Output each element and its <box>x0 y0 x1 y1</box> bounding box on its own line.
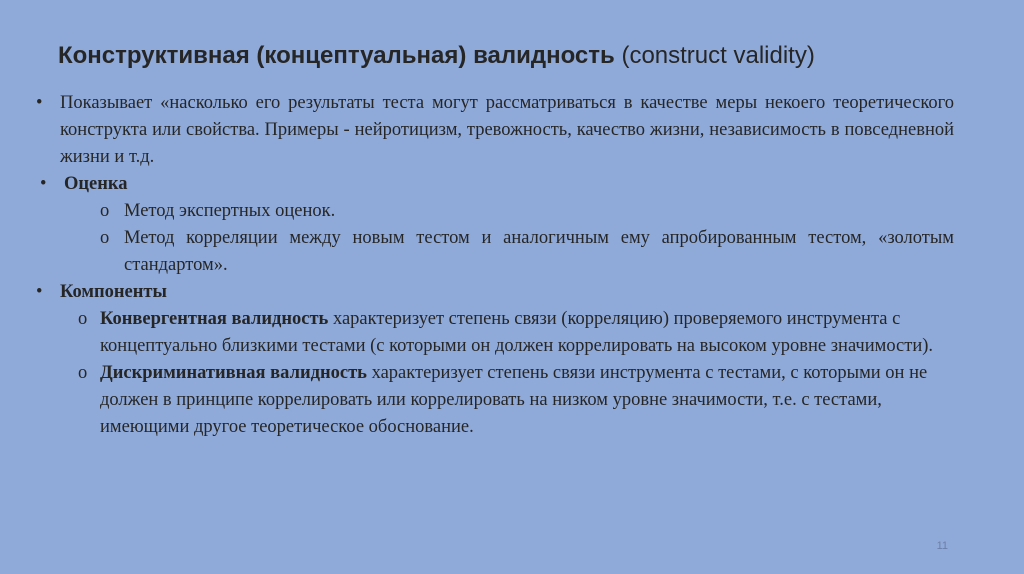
title-english: (construct validity) <box>621 42 815 69</box>
component-item-convergent <box>36 306 954 360</box>
component-term: Дискриминативная валидность <box>100 363 367 383</box>
evaluation-heading: Оценка <box>64 174 128 194</box>
bullet-components <box>36 279 954 306</box>
evaluation-item-text: Метод корреляции между новым тестом и аналогичным ему апробированным тестом, «золотым стандартом». <box>124 228 954 275</box>
sub-bullet-marker: o <box>78 363 88 383</box>
title-bold: Конструктивная (концептуальная) валидность <box>58 42 615 69</box>
bullet-evaluation <box>36 171 954 198</box>
bullet-marker: • <box>36 93 43 113</box>
slide-content <box>36 90 954 441</box>
component-text: характеризует степень связи (корреляцию) проверяемого инструмента с концептуально близкими тестами (с которыми он должен коррелировать на высоком уровне значимости). <box>100 309 934 356</box>
evaluation-item <box>36 198 954 225</box>
component-term: Конвергентная валидность <box>100 309 329 329</box>
evaluation-item <box>36 225 954 279</box>
slide-number: 11 <box>936 540 948 552</box>
description-text: Показывает «насколько его результаты теста могут рассматриваться в качестве меры некоего теоретического конструкта или свойства. Примеры - нейротицизм, тревожность, качество жизни, независимость в повседневной жизни и т.д. <box>60 93 954 167</box>
bullet-description <box>36 90 954 171</box>
slide-title <box>58 40 978 72</box>
component-text: характеризует степень связи инструмента с тестами, с которыми он не должен в принципе коррелировать или коррелировать на низком уровне значимости, т.е. с тестами, имеющими другое теоретическое обоснование. <box>100 363 928 437</box>
component-item-discriminative <box>36 360 954 441</box>
sub-bullet-marker: o <box>78 309 88 329</box>
components-heading: Компоненты <box>60 282 167 302</box>
evaluation-item-text: Метод экспертных оценок. <box>124 201 336 221</box>
bullet-marker: • <box>40 174 47 194</box>
sub-bullet-marker: o <box>100 228 110 248</box>
sub-bullet-marker: o <box>100 201 110 221</box>
bullet-marker: • <box>36 282 43 302</box>
